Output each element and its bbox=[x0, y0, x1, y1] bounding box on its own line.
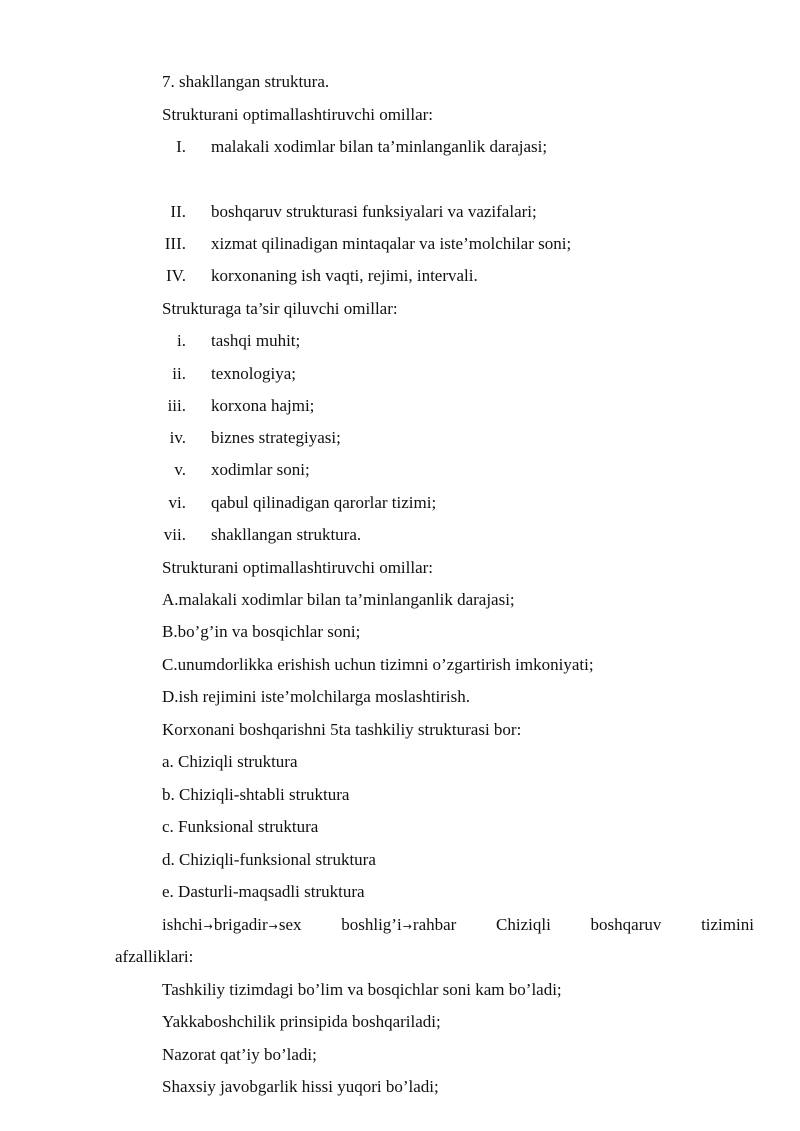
list-item: qabul qilinadigan qarorlar tizimi; bbox=[211, 493, 437, 512]
list-item: malakali xodimlar bilan ta’minlanganlik darajasi; bbox=[178, 590, 515, 609]
list-item-row bbox=[162, 785, 349, 805]
arrow-icon: → bbox=[402, 920, 412, 933]
list-number: IV. bbox=[166, 266, 186, 285]
list-item-row bbox=[162, 687, 470, 707]
list-number: D. bbox=[162, 687, 179, 706]
list-number: d. bbox=[162, 850, 175, 869]
list-item: bo’g’in va bosqichlar soni; bbox=[177, 622, 361, 641]
arrow-icon: → bbox=[268, 920, 278, 933]
list-number: II. bbox=[170, 202, 186, 221]
list-item: texnologiya; bbox=[211, 364, 296, 383]
list-item-row bbox=[162, 752, 298, 772]
paragraph-line: Strukturani optimallashtiruvchi omillar: bbox=[162, 558, 434, 577]
list-item: korxonaning ish vaqti, rejimi, intervali. bbox=[211, 266, 478, 285]
flow-word: tizimini bbox=[701, 915, 754, 934]
paragraph-line: Yakkaboshchilik prinsipida boshqariladi; bbox=[162, 1012, 441, 1031]
list-number: I. bbox=[176, 137, 186, 156]
list-number: vii. bbox=[163, 525, 186, 544]
list-item-row bbox=[162, 590, 515, 610]
list-number: vi. bbox=[168, 493, 186, 512]
list-number: i. bbox=[177, 331, 186, 350]
paragraph-line: Korxonani boshqarishni 5ta tashkiliy strukturasi bor: bbox=[162, 720, 522, 739]
list-item: Chiziqli-funksional struktura bbox=[179, 850, 376, 869]
list-number: c. bbox=[162, 817, 174, 836]
list-item-row bbox=[162, 622, 360, 642]
flow-chain: ishchi→brigadir→sex bbox=[162, 915, 302, 934]
list-item: biznes strategiyasi; bbox=[211, 428, 341, 447]
list-item: boshqaruv strukturasi funksiyalari va vazifalari; bbox=[211, 202, 537, 221]
list-number: III. bbox=[164, 234, 186, 253]
arrow-icon: → bbox=[203, 920, 213, 933]
list-item: ish rejimini iste’molchilarga moslashtirish. bbox=[178, 687, 471, 706]
flow-word: boshqaruv bbox=[590, 915, 662, 934]
list-item: korxona hajmi; bbox=[211, 396, 315, 415]
list-item: xizmat qilinadigan mintaqalar va iste’molchilar soni; bbox=[211, 234, 572, 253]
list-item-row bbox=[162, 882, 365, 902]
list-item-row bbox=[162, 655, 594, 675]
list-item: Dasturli-maqsadli struktura bbox=[178, 882, 365, 901]
list-item: unumdorlikka erishish uchun tizimni o’zgartirish imkoniyati; bbox=[177, 655, 594, 674]
paragraph-line: Nazorat qat’iy bo’ladi; bbox=[162, 1045, 317, 1064]
paragraph-line: 7. shakllangan struktura. bbox=[162, 72, 330, 91]
list-number: C. bbox=[162, 655, 178, 674]
list-number: iii. bbox=[167, 396, 186, 415]
paragraph-line: Shaxsiy javobgarlik hissi yuqori bo’ladi; bbox=[162, 1077, 439, 1096]
list-number: B. bbox=[162, 622, 178, 641]
list-number: b. bbox=[162, 785, 175, 804]
list-number: A. bbox=[162, 590, 179, 609]
flow-word: Chiziqli bbox=[496, 915, 551, 934]
list-item-row bbox=[162, 817, 318, 837]
list-item: Chiziqli struktura bbox=[178, 752, 298, 771]
paragraph-line: Strukturaga ta’sir qiluvchi omillar: bbox=[162, 299, 398, 318]
hierarchy-flow-line bbox=[162, 915, 754, 937]
list-item: shakllangan struktura. bbox=[211, 525, 362, 544]
list-item: xodimlar soni; bbox=[211, 460, 310, 479]
list-number: iv. bbox=[169, 428, 186, 447]
list-number: ii. bbox=[172, 364, 186, 383]
paragraph-line: afzalliklari: bbox=[115, 947, 194, 966]
list-number: e. bbox=[162, 882, 174, 901]
list-item: malakali xodimlar bilan ta’minlanganlik darajasi; bbox=[211, 137, 548, 156]
list-item: Funksional struktura bbox=[178, 817, 319, 836]
list-number: v. bbox=[174, 460, 186, 479]
flow-word: boshlig’i→rahbar bbox=[341, 915, 457, 934]
list-number: a. bbox=[162, 752, 174, 771]
list-item-row bbox=[162, 850, 376, 870]
paragraph-line: Strukturani optimallashtiruvchi omillar: bbox=[162, 105, 434, 124]
list-item: tashqi muhit; bbox=[211, 331, 301, 350]
list-item: Chiziqli-shtabli struktura bbox=[179, 785, 350, 804]
paragraph-line: Tashkiliy tizimdagi bo’lim va bosqichlar soni kam bo’ladi; bbox=[162, 980, 562, 999]
